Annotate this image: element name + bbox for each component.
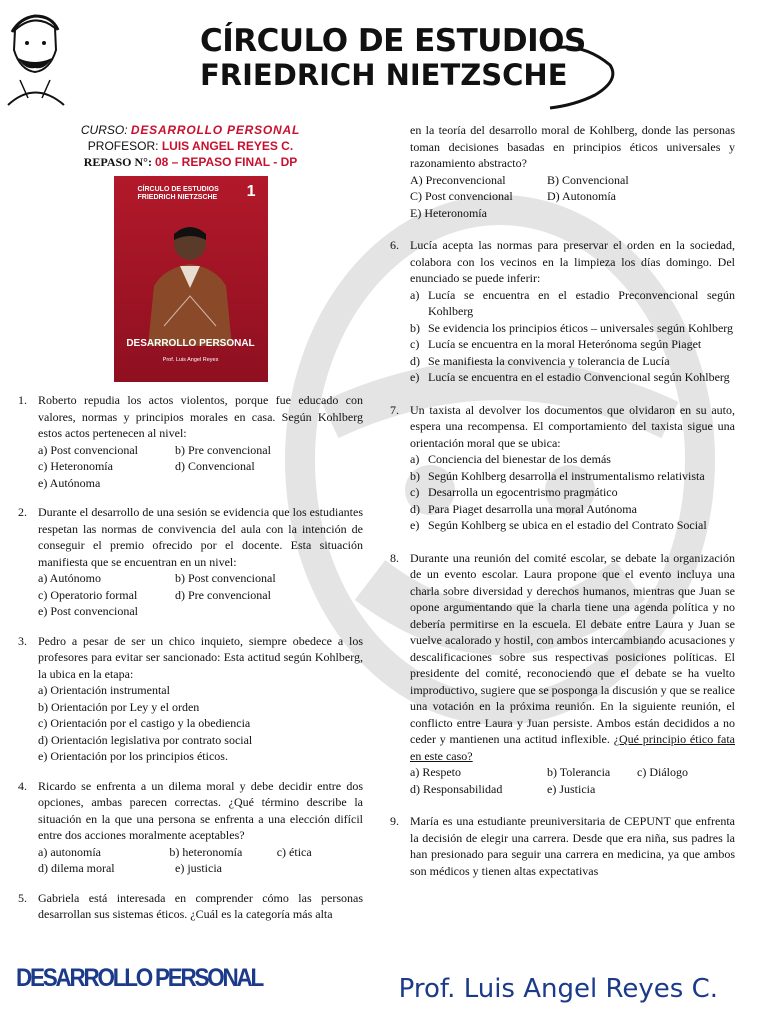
answer-options <box>18 682 363 765</box>
nietzsche-portrait-icon <box>0 10 70 110</box>
option: Según Kohlberg se ubica en el estadio del Contrato Social <box>428 518 707 532</box>
question-number: 4. <box>18 778 27 793</box>
option: d) Responsabilidad <box>410 781 503 796</box>
question-6 <box>390 237 735 386</box>
question-5 <box>18 890 363 923</box>
question-9 <box>390 813 735 879</box>
option: d) Pre convencional <box>175 587 271 602</box>
option: c) Orientación por el castigo y la obediencia <box>38 716 251 730</box>
option: c) Operatorio formal <box>38 587 138 602</box>
question-number: 8. <box>390 550 399 565</box>
repaso-label: REPASO N°: <box>83 155 152 169</box>
right-column <box>390 122 735 879</box>
professor-label: PROFESOR: <box>87 139 159 153</box>
option: b) Post convencional <box>175 571 276 585</box>
question-7 <box>390 402 735 534</box>
question-stem: Ricardo se enfrenta a un dilema moral y debe decidir entre dos opciones, ambas parecen correctas. ¿Qué término describe la situación en la que una persona se enfrenta a una elección difícil entre dos acciones moralmente aceptables? <box>38 778 363 842</box>
answer-options <box>18 442 363 492</box>
question-1 <box>18 392 363 491</box>
title-line-1: CÍRCULO DE ESTUDIOS <box>200 23 586 59</box>
footer-course-name: DESARROLLO PERSONAL <box>16 964 263 992</box>
question-stem: María es una estudiante preuniversitaria de CEPUNT que enfrenta la decisión de elegir una carrera. Desde que era niña, sus padres la han presionado para seguir una carrera en medicina, ya que ambos son médicos y tienen altas expectativas <box>410 814 735 878</box>
option: c) ética <box>276 844 312 859</box>
option-letter: a) <box>410 452 420 466</box>
option: e) Post convencional <box>38 604 138 618</box>
option: b) Tolerancia <box>547 765 611 779</box>
option: a) Orientación instrumental <box>38 683 170 697</box>
option: Lucía se encuentra en el estadio Preconvencional según Kohlberg <box>428 287 735 318</box>
question-stem: Gabriela está interesada en comprender cómo las personas desarrollan sus sistemas éticos. ¿Cuál es la categoría más alta <box>38 890 363 921</box>
option-letter: a) <box>410 287 420 302</box>
question-number: 3. <box>18 633 27 648</box>
option: e) justicia <box>175 861 222 875</box>
option-letter: d) <box>410 501 420 516</box>
option-letter: c) <box>410 337 420 351</box>
question-stem: Lucía acepta las normas para preservar el orden en la sociedad, colabora con los vecinos en la limpieza los días domingo. Del enunciado se puede inferir: <box>410 238 735 285</box>
professor-value: LUIS ANGEL REYES C. <box>161 139 294 153</box>
course-value: DESARROLLO PERSONAL <box>130 123 301 137</box>
title-line-2: FRIEDRICH NIETZSCHE <box>200 58 568 92</box>
answer-options <box>390 451 735 534</box>
question-stem: Durante el desarrollo de una sesión se evidencia que los estudiantes respetan las normas de convivencia del aula con la intención de conseguir el premio ofrecido por el docente. Esta situación manifiesta que se encuentran en un nivel: <box>38 505 363 569</box>
question-number: 1. <box>18 393 27 407</box>
question-8 <box>390 550 735 798</box>
question-3 <box>18 633 363 765</box>
option-letter: d) <box>410 353 420 368</box>
cover-course: DESARROLLO PERSONAL <box>126 338 255 349</box>
option: e) Justicia <box>547 781 596 796</box>
answer-options <box>18 570 363 620</box>
question-4 <box>18 778 363 877</box>
option: d) dilema moral <box>38 861 115 875</box>
option: Se manifiesta la convivencia y tolerancia de Lucía <box>428 353 670 368</box>
question-stem: Un taxista al devolver los documentos que olvidaron en su auto, espera una recompensa. El comportamiento del taxista sigue una orientación moral que se ubica: <box>410 402 735 450</box>
question-number: 5. <box>18 890 27 905</box>
answer-options <box>390 287 735 386</box>
cover-number: 1 <box>246 183 256 200</box>
question-5-continuation <box>390 122 735 221</box>
repaso-line <box>18 154 363 170</box>
title-swoosh-icon <box>540 20 620 110</box>
option: a) Respeto <box>410 765 461 779</box>
course-line <box>18 122 363 138</box>
option: B) Convencional <box>547 172 629 187</box>
footer-professor: Prof. Luis Angel Reyes C. <box>398 974 718 1004</box>
option: A) Preconvencional <box>410 172 506 187</box>
question-number: 9. <box>390 814 399 828</box>
option: b) Pre convencional <box>175 442 271 457</box>
option: a) Post convencional <box>38 442 138 457</box>
option: C) Post convencional <box>410 189 513 203</box>
professor-line <box>18 138 363 154</box>
question-number: 6. <box>390 238 399 252</box>
left-questions <box>18 392 363 923</box>
cover-title-line-1: CÍRCULO DE ESTUDIOS <box>137 186 219 193</box>
option: a) Autónomo <box>38 571 101 585</box>
option: Desarrolla un egocentrismo pragmático <box>428 485 618 499</box>
left-column <box>18 122 363 923</box>
option-letter: b) <box>410 468 420 483</box>
option: b) heteronomía <box>169 844 243 859</box>
option: d) Convencional <box>175 459 255 473</box>
option: Según Kohlberg desarrolla el instrumentalismo relativista <box>428 468 705 483</box>
question-prompt: ¿Qué principio ético fata en este caso? <box>410 732 736 763</box>
option: Conciencia del bienestar de los demás <box>428 452 611 466</box>
option-letter: e) <box>410 518 420 532</box>
option: b) Orientación por Ley y el orden <box>38 699 200 714</box>
option: Lucía se encuentra en la moral Heterónoma según Piaget <box>428 337 702 351</box>
option: e) Orientación por los principios éticos. <box>38 749 228 763</box>
course-cover-image <box>114 176 268 382</box>
option-letter: c) <box>410 485 420 499</box>
option: c) Heteronomía <box>38 459 113 473</box>
cover-prof: Prof. Luis Angel Reyes <box>162 357 219 363</box>
question-stem: Durante una reunión del comité escolar, se debate la organización de un evento escolar. Laura propone que el evento incluya una charla sobre diversidad y derechos humanos, mientras que Juan se opone argumentando que la charla tiene una agenda política y no debería permitirse en la escuela. El debate entre Laura y Juan se vuelve acalorado y hostil, con ambos intercambiando acusaciones y descalificaciones sobre sus respectivas posiciones políticas. El presidente del comité, reconociendo que el debate se ha vuelto improductivo, sugiere que se posponga la discusión y que se realice una votación en la próxima reunión. En la siguiente reunión, el conflicto entre Laura y Juan persiste. Ambos están decididos a no ceder y mantienen una actitud inflexible. <box>410 550 735 746</box>
option: Lucía se encuentra en el estadio Convencional según Kohlberg <box>428 370 730 384</box>
answer-options <box>18 844 363 877</box>
option: c) Diálogo <box>637 765 688 779</box>
option: Para Piaget desarrolla una moral Autónoma <box>428 501 637 516</box>
cover-title <box>138 186 219 202</box>
question-number: 7. <box>390 402 399 417</box>
question-stem: en la teoría del desarrollo moral de Kohlberg, donde las personas toman decisiones basadas en principios éticos universales y razonamiento abstracto? <box>410 123 735 170</box>
option: Se evidencia los principios éticos – universales según Kohlberg <box>428 320 734 335</box>
option-letter: b) <box>410 320 420 335</box>
question-stem: Roberto repudia los actos violentos, porque fue educado con valores, normas y principios morales en casa. Según Kohlberg estos actos pertenecen al nivel: <box>38 393 363 440</box>
option: E) Heteronomía <box>410 205 487 220</box>
option: d) Orientación legislativa por contrato social <box>38 732 253 747</box>
repaso-value: 08 – REPASO FINAL - DP <box>154 155 298 169</box>
question-number: 2. <box>18 505 27 519</box>
professor-photo <box>134 216 246 346</box>
option: a) autonomía <box>38 844 101 859</box>
course-label: CURSO: <box>80 123 128 137</box>
option-letter: e) <box>410 370 420 384</box>
option: D) Autonomía <box>547 189 616 203</box>
option: e) Autónoma <box>38 475 101 490</box>
question-stem: Pedro a pesar de ser un chico inquieto, siempre obedece a los profesores para evitar ser sancionado: Esta actitud según Kohlberg, la ubica en la etapa: <box>38 633 363 681</box>
question-2 <box>18 504 363 620</box>
cover-title-line-2: FRIEDRICH NIETZSCHE <box>137 194 218 201</box>
answer-options <box>390 764 735 797</box>
